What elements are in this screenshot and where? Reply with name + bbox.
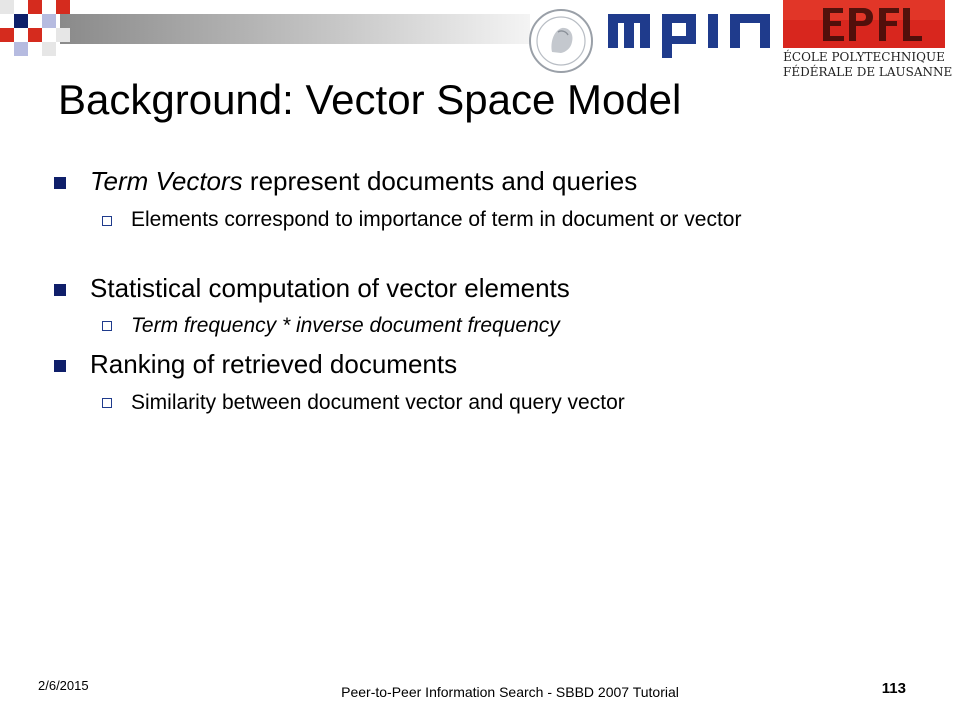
bullet-2-sub-1-text: Term frequency * inverse document frequency <box>131 314 560 337</box>
bullet-1-text <box>90 166 637 196</box>
bullet-3-sub-1: Similarity between document vector and query vector <box>131 391 625 414</box>
bullet-3-rest: Ranking of retrieved documents <box>90 349 458 379</box>
bullet-1-sub-1: Elements correspond to importance of term in document or vector <box>131 208 742 231</box>
bullet-2-sub-1 <box>131 313 851 339</box>
slide-title: Background: Vector Space Model <box>58 76 682 123</box>
bullet-2-text <box>90 273 570 303</box>
footer-date: 2/6/2015 <box>38 678 89 693</box>
sub-bullet-marker <box>102 398 112 408</box>
footer-title: Peer-to-Peer Information Search - SBBD 2007 Tutorial <box>341 684 679 700</box>
bullet-marker <box>54 360 66 372</box>
epfl-name-line2: FÉDÉRALE DE LAUSANNE <box>783 65 953 79</box>
bullet-marker <box>54 177 66 189</box>
bullet-3-text <box>90 349 457 379</box>
page-number: 113 <box>881 680 906 697</box>
sub-bullet-marker <box>102 321 112 331</box>
epfl-name-line1: ÉCOLE POLYTECHNIQUE <box>783 50 945 64</box>
bullet-marker <box>54 284 66 296</box>
bullet-1-rest: represent documents and queries <box>242 166 638 196</box>
bullet-2-rest: Statistical computation of vector elements <box>90 273 570 303</box>
sub-bullet-marker <box>102 216 112 226</box>
bullet-1-italic-lead: Term Vectors <box>90 166 243 196</box>
